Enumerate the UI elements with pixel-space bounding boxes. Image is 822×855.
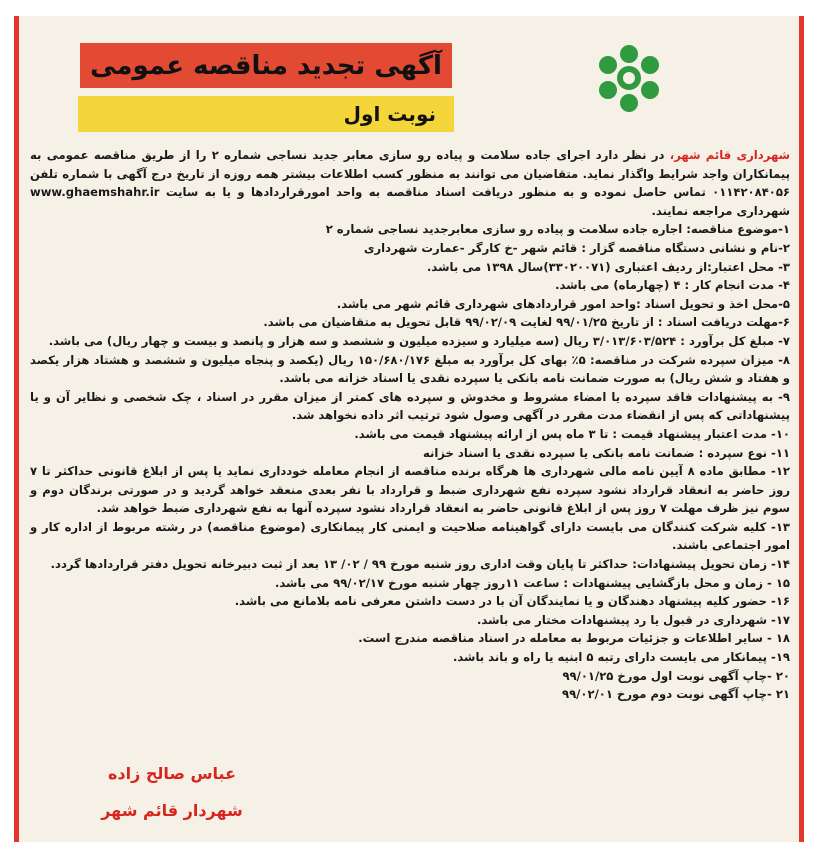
municipality-logo-icon <box>590 40 668 118</box>
item-9: ۹- به پیشنهادات فاقد سپرده یا امضاء مشروط و مخدوش و سپرده های کمتر از میزان مقرر در اسناد ، چک شخصی و نظایر آن و یا پیشنهاداتی که پس از انقضاء مدت مقرر در آگهی وصول شود ترتیب اثر داده نخواهد شد. <box>30 389 790 423</box>
round-banner <box>78 96 454 132</box>
announcement-body <box>30 146 790 704</box>
item-8: ۸- میزان سپرده شرکت در مناقصه: ۵٪ بهای کل برآورد به مبلغ ۱۵۰/۶۸۰/۱۷۶ ریال (یکصد و پنجاه میلیون و ششصد و هشتاد هزار یکصد و هفتاد و شش ریال) به صورت ضمانت نامه بانکی یا سپرده نقدی یا اسناد خزانه می باشد. <box>30 352 790 386</box>
signatory-position: شهردار قائم شهر <box>101 801 243 820</box>
intro-text: در نظر دارد اجرای جاده سلامت و پیاده رو سازی معابر جدید نساجی شماره ۲ را از طریق مناقصه عمومی به پیمانکاران واجد شرایط واگذار نماید. متقاضیان می توانند به منظور کسب اطلاعات بیشتر همه روزه از تاریخ درج آگهی با شماره تلفن ۰۱۱۴۲۰۸۴۰۵۶ تماس حاصل نموده و به منظور دریافت اسناد مناقصه به واحد امورقراردادها و یا به سایت www.ghaemshahr.ir شهرداری مراجعه نمایند. <box>30 148 790 218</box>
item-14: ۱۴- زمان تحویل پیشنهادات: حداکثر تا پایان وقت اداری روز شنبه مورخ ۹۹ / ۰۲/ ۱۳ بعد از ثبت دبیرخانه تحویل دفتر قراردادها گردد. <box>50 557 790 572</box>
signatory-name: عباس صالح زاده <box>107 764 237 783</box>
round-label: نوبت اول <box>343 102 436 126</box>
item-19: ۱۹- پیمانکار می بایست دارای رتبه ۵ ابنیه یا راه و باند باشد. <box>452 650 790 665</box>
item-20: ۲۰ -چاپ آگهی نوبت اول مورخ ۹۹/۰۱/۲۵ <box>562 668 790 683</box>
page-title: آگهی تجدید مناقصه عمومی <box>90 50 442 81</box>
item-6: ۶-مهلت دریافت اسناد : از تاریخ ۹۹/۰۱/۲۵ لغایت ۹۹/۰۲/۰۹ قابل تحویل به متقاضیان می باشد. <box>263 315 790 330</box>
item-7: ۷- مبلغ کل برآورد : ۳/۰۱۳/۶۰۳/۵۲۴ ریال (سه میلیارد و سیزده میلیون و ششصد و سه هزار و پانصد و بیست و چهار ریال) می باشد. <box>48 333 790 348</box>
item-17: ۱۷- شهرداری در قبول یا رد پیشنهادات مختار می باشد. <box>476 612 790 627</box>
item-5: ۵-محل اخذ و تحویل اسناد :واحد امور قراردادهای شهرداری قائم شهر می باشد. <box>336 296 790 311</box>
item-12: ۱۲- مطابق ماده ۸ آیین نامه مالی شهرداری ها هرگاه برنده مناقصه از انجام معامله خودداری نماید یا پس از ابلاغ قانونی حداکثر تا ۷ روز حاضر به انعقاد قرارداد نشود سپرده نفع شهرداری ضبط و قرارداد با نفر بعدی منعقد خواهد گردید و در صورتی برندگان دوم و سوم نیز ظرف مهلت ۷ روز پس از ابلاغ قانونی حاضر به انعقاد قرارداد نشود سپرده آنها به نفع شهرداری ضبط خواهد شد. <box>30 464 791 516</box>
signature-block <box>92 764 252 838</box>
item-10: ۱۰- مدت اعتبار پیشنهاد قیمت : تا ۳ ماه پس از ارائه پیشنهاد قیمت می باشد. <box>354 426 790 441</box>
item-4: ۴- مدت انجام کار : ۴ (چهارماه) می باشد. <box>555 278 790 293</box>
item-1: ۱-موضوع مناقصه: اجاره جاده سلامت و پیاده رو سازی معابرجدید نساجی شماره ۲ <box>325 222 790 237</box>
item-21: ۲۱ -چاپ آگهی نوبت دوم مورخ ۹۹/۰۲/۰۱ <box>562 687 790 702</box>
intro-paragraph <box>30 146 790 220</box>
item-2: ۲-نام و نشانی دستگاه مناقصه گزار : قائم شهر -خ کارگر -عمارت شهرداری <box>363 240 790 255</box>
item-16: ۱۶- حضور کلیه پیشنهاد دهندگان و یا نمایندگان آن با در دست داشتن معرفی نامه بلامانع می باشد. <box>234 594 790 609</box>
item-18: ۱۸ - سایر اطلاعات و جزئیات مربوط به معامله در اسناد مناقصه مندرج است. <box>358 631 790 646</box>
item-15: ۱۵ - زمان و محل بازگشایی پیشنهادات : ساعت ۱۱روز چهار شنبه مورخ ۹۹/۰۲/۱۷ می باشد. <box>274 575 790 590</box>
title-banner <box>80 43 452 88</box>
item-3: ۳- محل اعتبار:از ردیف اعتباری (۳۳۰۲۰۰۷۱)سال ۱۳۹۸ می باشد. <box>426 259 790 274</box>
item-13: ۱۳- کلیه شرکت کنندگان می بایست دارای گواهینامه صلاحیت و ایمنی کار پیمانکاری (موضوع مناقصه) در رشته مربوط از اداره کار و امور اجتماعی باشند. <box>30 519 790 553</box>
item-11: ۱۱- نوع سپرده : ضمانت نامه بانکی یا سپرده نقدی یا اسناد خزانه <box>422 445 790 460</box>
organization-name: شهرداری قائم شهر، <box>669 148 790 162</box>
